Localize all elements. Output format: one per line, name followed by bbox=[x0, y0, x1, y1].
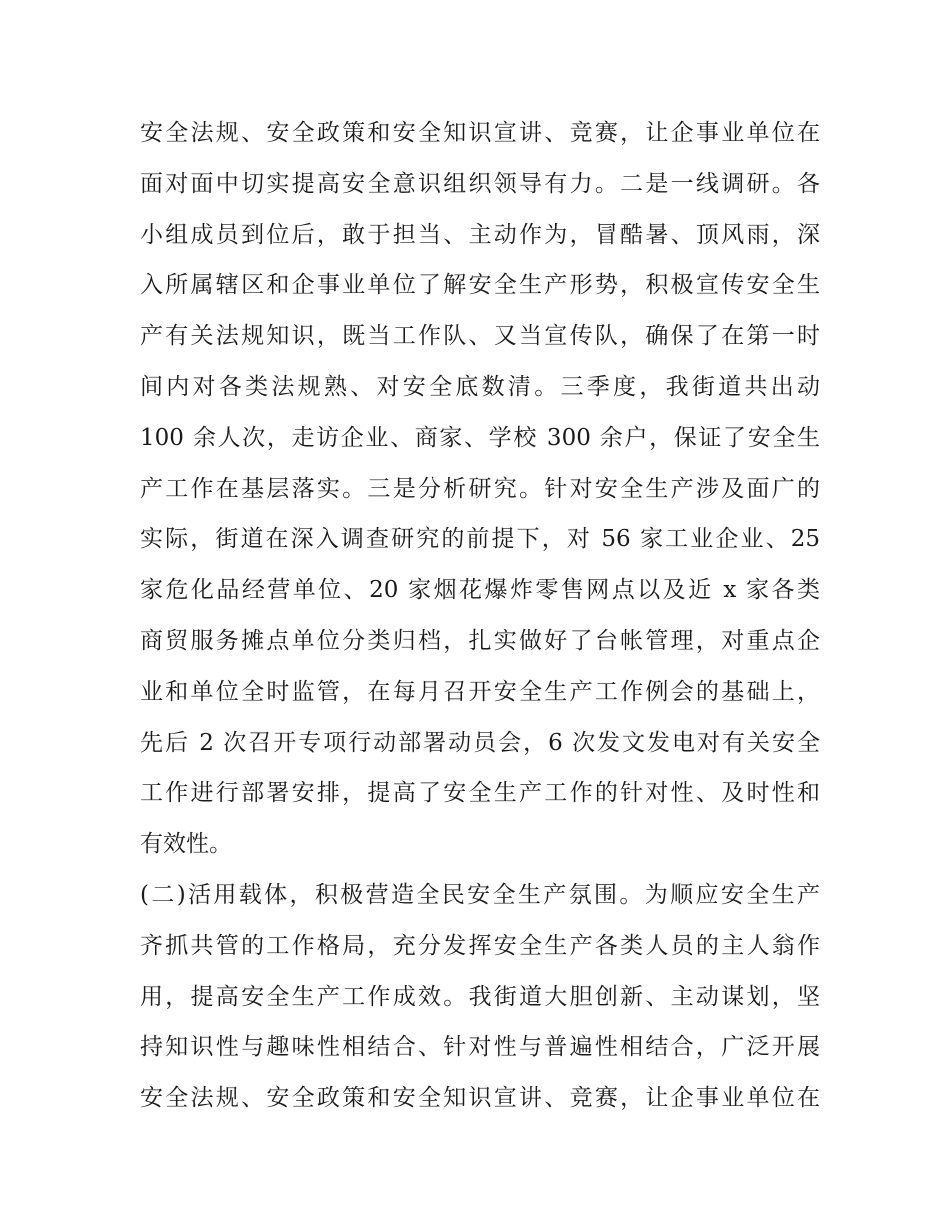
text-line: 先后 2 次召开专项行动部署动员会，6 次发文发电对有关安全 bbox=[140, 729, 820, 756]
text-line: 安全法规、安全政策和安全知识宣讲、竞赛，让企事业单位在 bbox=[140, 1085, 820, 1112]
text-line: 齐抓共管的工作格局，充分发挥安全生产各类人员的主人翁作 bbox=[140, 932, 820, 959]
body-text bbox=[140, 108, 820, 1124]
text-line: 商贸服务摊点单位分类归档，扎实做好了台帐管理，对重点企 bbox=[140, 627, 820, 654]
text-line: 入所属辖区和企事业单位了解安全生产形势，积极宣传安全生 bbox=[140, 272, 820, 299]
text-line: 产工作在基层落实。三是分析研究。针对安全生产涉及面广的 bbox=[140, 475, 820, 502]
text-line: 实际，街道在深入调查研究的前提下，对 56 家工业企业、25 bbox=[140, 526, 820, 553]
text-line: 安全法规、安全政策和安全知识宣讲、竞赛，让企事业单位在 bbox=[140, 120, 820, 146]
paragraph-end-line: 有效性。 bbox=[140, 831, 232, 858]
text-line: 持知识性与趣味性相结合、针对性与普遍性相结合，广泛开展 bbox=[140, 1034, 820, 1061]
text-line: 业和单位全时监管，在每月召开安全生产工作例会的基础上， bbox=[140, 678, 820, 705]
text-line: 面对面中切实提高安全意识组织领导有力。二是一线调研。各 bbox=[140, 170, 820, 197]
text-line: 工作进行部署安排，提高了安全生产工作的针对性、及时性和 bbox=[140, 780, 820, 807]
text-line: 小组成员到位后，敢于担当、主动作为，冒酷暑、顶风雨，深 bbox=[140, 221, 820, 248]
text-line: 用，提高安全生产工作成效。我街道大胆创新、主动谋划，坚 bbox=[140, 983, 820, 1010]
text-line: 产有关法规知识，既当工作队、又当宣传队，确保了在第一时 bbox=[140, 323, 820, 350]
section-heading-line: (二)活用载体，积极营造全民安全生产氛围。为顺应安全生产 bbox=[140, 881, 820, 908]
text-line: 100 余人次，走访企业、商家、学校 300 余户，保证了安全生 bbox=[140, 424, 820, 451]
text-line: 间内对各类法规熟、对安全底数清。三季度，我街道共出动 bbox=[140, 373, 820, 400]
text-line: 家危化品经营单位、20 家烟花爆炸零售网点以及近 x 家各类 bbox=[140, 577, 820, 604]
